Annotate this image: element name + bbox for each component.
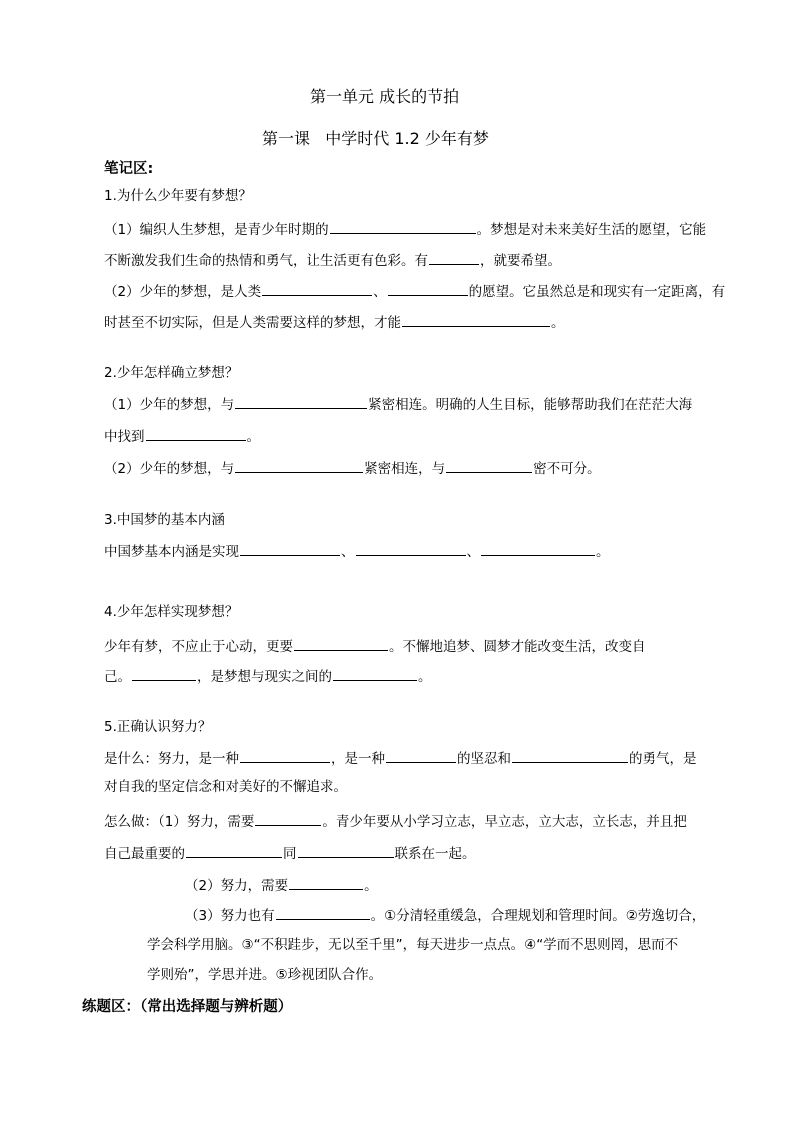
text: （3）努力也有 [185, 908, 275, 924]
question-5-line-6 [185, 905, 705, 925]
question-5-line-1 [104, 748, 697, 768]
question-5-heading: 5.正确认识努力？ [104, 719, 212, 735]
text: 。 [418, 669, 432, 685]
text: 是什么：努力，是一种 [104, 751, 239, 767]
blank [186, 843, 282, 858]
blank [386, 748, 456, 763]
question-1-line-4 [104, 312, 565, 332]
text: 不断激发我们生命的热情和勇气，让生活更有色彩。有 [104, 253, 428, 269]
blank [276, 905, 370, 920]
blank [132, 666, 196, 681]
text: 的勇气，是 [629, 751, 697, 767]
text: （1）少年的梦想，与 [104, 397, 235, 413]
text: 。 [246, 429, 260, 445]
text: ，是梦想与现实之间的 [197, 669, 332, 685]
text: （2）少年的梦想，与 [104, 461, 235, 477]
blank [255, 811, 321, 826]
text: 。梦想是对未来美好生活的愿望，它能 [476, 222, 707, 238]
blank [240, 541, 340, 556]
unit-title: 第一单元 成长的节拍 [310, 87, 460, 106]
blank [512, 748, 628, 763]
blank [446, 458, 532, 473]
question-1-line-2 [104, 250, 561, 270]
blank [146, 426, 246, 441]
blank [330, 219, 476, 234]
blank [240, 748, 330, 763]
text: （1）编织人生梦想，是青少年时期的 [104, 222, 329, 238]
blank [333, 666, 417, 681]
question-5-line-7: 学会科学用脑。③“不积跬步，无以至千里”，每天进步一点点。④“学而不思则罔，思而不 [147, 937, 679, 953]
blank [298, 843, 394, 858]
text: 怎么做：（1）努力，需要 [104, 814, 255, 830]
blank [294, 636, 388, 651]
text: 自己最重要的 [104, 846, 185, 862]
text: 。①分清轻重缓急，合理规划和管理时间。②劳逸切合， [370, 908, 706, 924]
question-2-line-2 [104, 426, 260, 446]
question-5-line-4 [104, 843, 476, 863]
blank [402, 312, 550, 327]
text: 少年有梦，不应止于心动，更要 [104, 639, 293, 655]
blank [235, 394, 367, 409]
practice-heading: 练题区：（常出选择题与辨析题） [82, 999, 293, 1015]
text: （2）少年的梦想，是人类 [104, 284, 262, 300]
question-2-line-3 [104, 458, 601, 478]
blank [481, 541, 595, 556]
question-1-heading: 1.为什么少年要有梦想？ [104, 188, 252, 204]
question-4-heading: 4.少年怎样实现梦想？ [104, 604, 239, 620]
lesson-title: 第一课 中学时代 1.2 少年有梦 [262, 129, 489, 148]
question-1-line-3 [104, 281, 725, 301]
text: 、 [466, 544, 480, 560]
blank [262, 281, 372, 296]
text: 密不可分。 [533, 461, 601, 477]
question-5-line-3 [104, 811, 687, 831]
question-2-heading: 2.少年怎样确立梦想？ [104, 365, 239, 381]
text: 。 [596, 544, 610, 560]
text: 紧密相连。明确的人生目标，能够帮助我们在茫茫大海 [368, 397, 693, 413]
text: 。 [364, 878, 378, 894]
text: （2）努力，需要 [185, 878, 289, 894]
text: 中找到 [104, 429, 145, 445]
question-5-line-2: 对自我的坚定信念和对美好的不懈追求。 [104, 779, 347, 795]
text: 、 [373, 284, 387, 300]
notes-heading: 笔记区: [104, 161, 154, 177]
question-5-line-8: 学则殆”，学思并进。⑤珍视团队合作。 [147, 967, 383, 983]
text: 己。 [104, 669, 131, 685]
text: 的愿望。它虽然总是和现实有一定距离，有 [468, 284, 726, 300]
text: 。不懈地追梦、圆梦才能改变生活，改变自 [389, 639, 646, 655]
text: ，是一种 [331, 751, 385, 767]
text: 中国梦基本内涵是实现 [104, 544, 239, 560]
text: 。青少年要从小学习立志，早立志，立大志，立长志，并且把 [322, 814, 687, 830]
question-1-line-1 [104, 219, 706, 239]
question-3-line-1 [104, 541, 610, 561]
question-3-heading: 3.中国梦的基本内涵 [104, 512, 225, 528]
question-4-line-2 [104, 666, 432, 686]
text: ，就要希望。 [480, 253, 561, 269]
text: 联系在一起。 [394, 846, 476, 862]
blank [289, 875, 363, 890]
text: 紧密相连，与 [364, 461, 446, 477]
blank [356, 541, 466, 556]
question-5-line-5 [185, 875, 378, 895]
question-4-line-1 [104, 636, 646, 656]
text: 。 [551, 315, 565, 331]
text: 同 [283, 846, 297, 862]
blank [429, 250, 479, 265]
text: 时甚至不切实际，但是人类需要这样的梦想，才能 [104, 315, 401, 331]
text: 的坚忍和 [457, 751, 511, 767]
question-2-line-1 [104, 394, 692, 414]
text: 、 [341, 544, 355, 560]
blank [388, 281, 468, 296]
blank [235, 458, 363, 473]
